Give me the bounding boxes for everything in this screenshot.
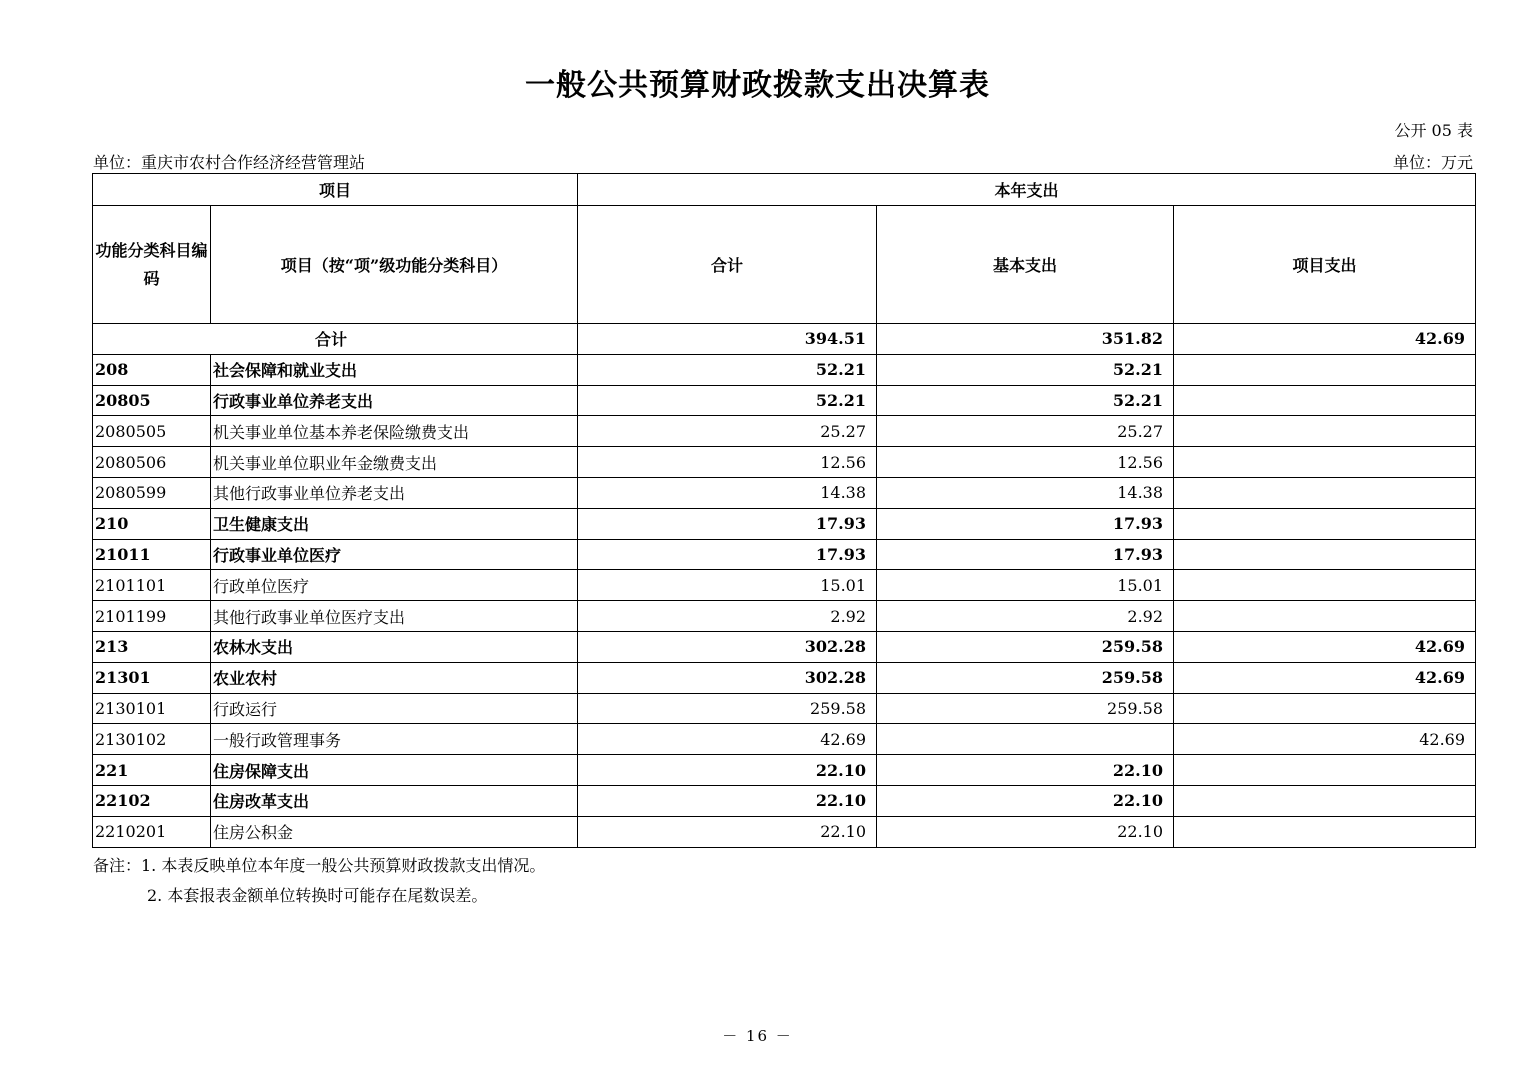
cell-code: 2210201 [93, 816, 211, 847]
cell-code: 2080506 [93, 447, 211, 478]
page-title: 一般公共预算财政拨款支出决算表 [525, 68, 990, 103]
cell-basic: 259.58 [877, 662, 1174, 693]
cell-project: 42.69 [1174, 724, 1476, 755]
cell-item-name: 住房公积金 [211, 816, 578, 847]
cell-code: 21301 [93, 662, 211, 693]
cell-item-name: 住房改革支出 [211, 785, 578, 816]
total-row [93, 324, 1476, 355]
cell-basic: 52.21 [877, 385, 1174, 416]
cell-item-name: 行政运行 [211, 693, 578, 724]
cell-item-name: 行政单位医疗 [211, 570, 578, 601]
header-total: 合计 [578, 206, 877, 324]
cell-code: 20805 [93, 385, 211, 416]
table-row [93, 693, 1476, 724]
form-number: 公开 05 表 [1394, 121, 1473, 140]
currency-unit: 单位：万元 [1392, 153, 1473, 172]
total-basic: 351.82 [877, 324, 1174, 355]
header-code: 功能分类科目编码 [93, 206, 211, 324]
cell-basic: 22.10 [877, 755, 1174, 786]
cell-item-name: 农业农村 [211, 662, 578, 693]
cell-item-name: 农林水支出 [211, 631, 578, 662]
cell-basic: 22.10 [877, 785, 1174, 816]
cell-item-name: 其他行政事业单位医疗支出 [211, 601, 578, 632]
cell-code: 21011 [93, 539, 211, 570]
cell-project: 42.69 [1174, 631, 1476, 662]
cell-total: 25.27 [578, 416, 877, 447]
cell-project [1174, 477, 1476, 508]
cell-basic: 52.21 [877, 354, 1174, 385]
cell-total: 12.56 [578, 447, 877, 478]
cell-basic: 17.93 [877, 539, 1174, 570]
cell-total: 52.21 [578, 354, 877, 385]
total-label: 合计 [93, 324, 578, 355]
table-row [93, 354, 1476, 385]
cell-project [1174, 601, 1476, 632]
cell-code: 210 [93, 508, 211, 539]
cell-code: 221 [93, 755, 211, 786]
cell-project [1174, 816, 1476, 847]
header-basic: 基本支出 [877, 206, 1174, 324]
header-row-1 [93, 174, 1476, 206]
cell-code: 2130101 [93, 693, 211, 724]
header-current-year: 本年支出 [578, 174, 1476, 206]
cell-total: 2.92 [578, 601, 877, 632]
table-row [93, 477, 1476, 508]
table-row [93, 631, 1476, 662]
cell-project [1174, 447, 1476, 478]
cell-total: 17.93 [578, 539, 877, 570]
cell-total: 52.21 [578, 385, 877, 416]
cell-basic: 259.58 [877, 693, 1174, 724]
cell-item-name: 卫生健康支出 [211, 508, 578, 539]
table-row [93, 662, 1476, 693]
cell-total: 302.28 [578, 662, 877, 693]
cell-item-name: 行政事业单位医疗 [211, 539, 578, 570]
table-row [93, 755, 1476, 786]
table-row [93, 601, 1476, 632]
cell-project [1174, 508, 1476, 539]
cell-project [1174, 539, 1476, 570]
cell-basic: 12.56 [877, 447, 1174, 478]
cell-total: 42.69 [578, 724, 877, 755]
cell-code: 213 [93, 631, 211, 662]
total-amount: 394.51 [578, 324, 877, 355]
cell-code: 208 [93, 354, 211, 385]
table-row [93, 416, 1476, 447]
cell-basic: 15.01 [877, 570, 1174, 601]
notes [93, 851, 545, 911]
cell-basic: 17.93 [877, 508, 1174, 539]
cell-project: 42.69 [1174, 662, 1476, 693]
note-2: 2. 本套报表金额单位转换时可能存在尾数误差。 [147, 886, 488, 905]
cell-total: 22.10 [578, 755, 877, 786]
cell-total: 15.01 [578, 570, 877, 601]
cell-basic: 14.38 [877, 477, 1174, 508]
cell-project [1174, 416, 1476, 447]
total-project: 42.69 [1174, 324, 1476, 355]
table-row [93, 724, 1476, 755]
cell-item-name: 行政事业单位养老支出 [211, 385, 578, 416]
cell-code: 2080505 [93, 416, 211, 447]
reporting-unit: 单位：重庆市农村合作经济经营管理站 [93, 153, 366, 172]
cell-project [1174, 785, 1476, 816]
cell-code: 2101101 [93, 570, 211, 601]
cell-item-name: 机关事业单位基本养老保险缴费支出 [211, 416, 578, 447]
cell-basic: 2.92 [877, 601, 1174, 632]
header-item-name: 项目（按“项”级功能分类科目） [211, 206, 578, 324]
cell-project [1174, 570, 1476, 601]
cell-basic [877, 724, 1174, 755]
cell-total: 302.28 [578, 631, 877, 662]
table-row [93, 816, 1476, 847]
cell-item-name: 一般行政管理事务 [211, 724, 578, 755]
header-project: 项目支出 [1174, 206, 1476, 324]
table-row [93, 385, 1476, 416]
table-row [93, 539, 1476, 570]
cell-project [1174, 693, 1476, 724]
note-1: 备注：1. 本表反映单位本年度一般公共预算财政拨款支出情况。 [93, 856, 546, 875]
cell-code: 2080599 [93, 477, 211, 508]
cell-code: 2101199 [93, 601, 211, 632]
cell-item-name: 机关事业单位职业年金缴费支出 [211, 447, 578, 478]
cell-total: 17.93 [578, 508, 877, 539]
table-row [93, 570, 1476, 601]
expenditure-table [92, 173, 1476, 848]
cell-basic: 22.10 [877, 816, 1174, 847]
cell-project [1174, 354, 1476, 385]
cell-code: 2130102 [93, 724, 211, 755]
cell-total: 14.38 [578, 477, 877, 508]
cell-project [1174, 385, 1476, 416]
header-row-2 [93, 206, 1476, 324]
cell-total: 22.10 [578, 785, 877, 816]
cell-item-name: 其他行政事业单位养老支出 [211, 477, 578, 508]
cell-project [1174, 755, 1476, 786]
cell-code: 22102 [93, 785, 211, 816]
table-row [93, 785, 1476, 816]
table-row [93, 508, 1476, 539]
table-row [93, 447, 1476, 478]
header-item: 项目 [93, 174, 578, 206]
cell-item-name: 社会保障和就业支出 [211, 354, 578, 385]
cell-total: 22.10 [578, 816, 877, 847]
cell-basic: 259.58 [877, 631, 1174, 662]
cell-item-name: 住房保障支出 [211, 755, 578, 786]
cell-total: 259.58 [578, 693, 877, 724]
cell-basic: 25.27 [877, 416, 1174, 447]
page-number: － 16 － [722, 1027, 793, 1045]
